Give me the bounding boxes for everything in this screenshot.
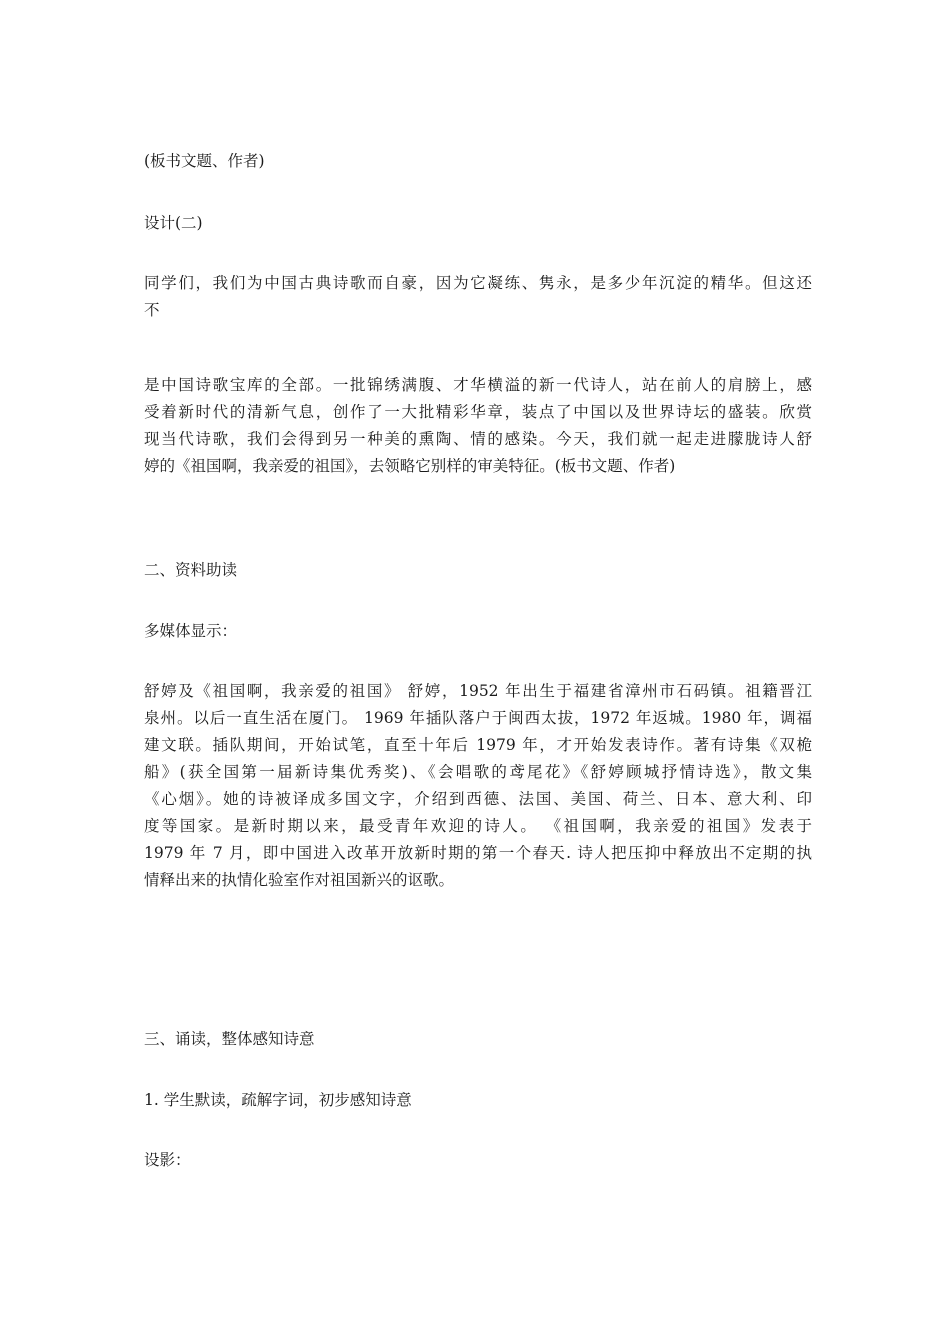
section-heading-reading [144, 1026, 812, 1053]
text-line: 受着新时代的清新气息，创作了一大批精彩华章，装点了中国以及世界诗坛的盛装。欣赏 [144, 403, 812, 421]
text-line: 二、资料助读 [144, 561, 238, 579]
text-line: 舒婷及《祖国啊，我亲爱的祖国》 舒婷，1952 年出生于福建省漳州市石码镇。祖籍晋江 [144, 682, 812, 700]
paragraph-multimedia [144, 618, 812, 645]
paragraph-author-bio [144, 678, 812, 894]
paragraph-slide-label [144, 1147, 812, 1174]
text-line: 婷的《祖国啊，我亲爱的祖国》，去领略它别样的审美特征。(板书文题、作者) [144, 457, 676, 475]
section-heading-materials [144, 557, 812, 584]
text-line: 1. 学生默读，疏解字词，初步感知诗意 [144, 1091, 412, 1109]
text-line: 1979 年 7 月，即中国进入改革开放新时期的第一个春天. 诗人把压抑中释放出不定期的执 [144, 844, 812, 862]
text-line: 泉州。以后一直生活在厦门。 1969 年插队落户于闽西太拔，1972 年返城。1980 年，调福 [144, 709, 812, 727]
paragraph-blackboard-note [144, 148, 812, 175]
text-line: 不 [144, 301, 160, 319]
paragraph-intro [144, 270, 812, 324]
text-line: 建文联。插队期间，开始试笔，直至十年后 1979 年，才开始发表诗作。著有诗集《双桅 [144, 736, 812, 754]
paragraph-poetry-intro [144, 372, 812, 480]
text-line: 设计(二) [144, 214, 203, 232]
text-line: 《心烟》。她的诗被译成多国文字，介绍到西德、法国、美国、荷兰、日本、意大利、印 [144, 790, 812, 808]
text-line: (板书文题、作者) [144, 152, 265, 170]
text-line: 是中国诗歌宝库的全部。一批锦绣满腹、才华横溢的新一代诗人，站在前人的肩膀上，感 [144, 376, 812, 394]
text-line: 度等国家。是新时期以来，最受青年欢迎的诗人。 《祖国啊，我亲爱的祖国》发表于 [144, 817, 812, 835]
text-line: 同学们，我们为中国古典诗歌而自豪，因为它凝练、隽永，是多少年沉淀的精华。但这还 [144, 274, 812, 292]
text-line: 三、诵读，整体感知诗意 [144, 1030, 315, 1048]
list-item-silent-reading [144, 1087, 812, 1114]
text-line: 多媒体显示： [144, 622, 238, 640]
text-line: 情释出来的执情化验室作对祖国新兴的讴歌。 [144, 871, 455, 889]
text-line: 现当代诗歌，我们会得到另一种美的熏陶、情的感染。今天，我们就一起走进朦胧诗人舒 [144, 430, 812, 448]
text-line: 船》(获全国第一届新诗集优秀奖)、《会唱歌的鸢尾花》《舒婷顾城抒情诗选》，散文集 [144, 763, 812, 781]
text-line: 设影： [144, 1151, 191, 1169]
paragraph-design-two [144, 210, 812, 237]
